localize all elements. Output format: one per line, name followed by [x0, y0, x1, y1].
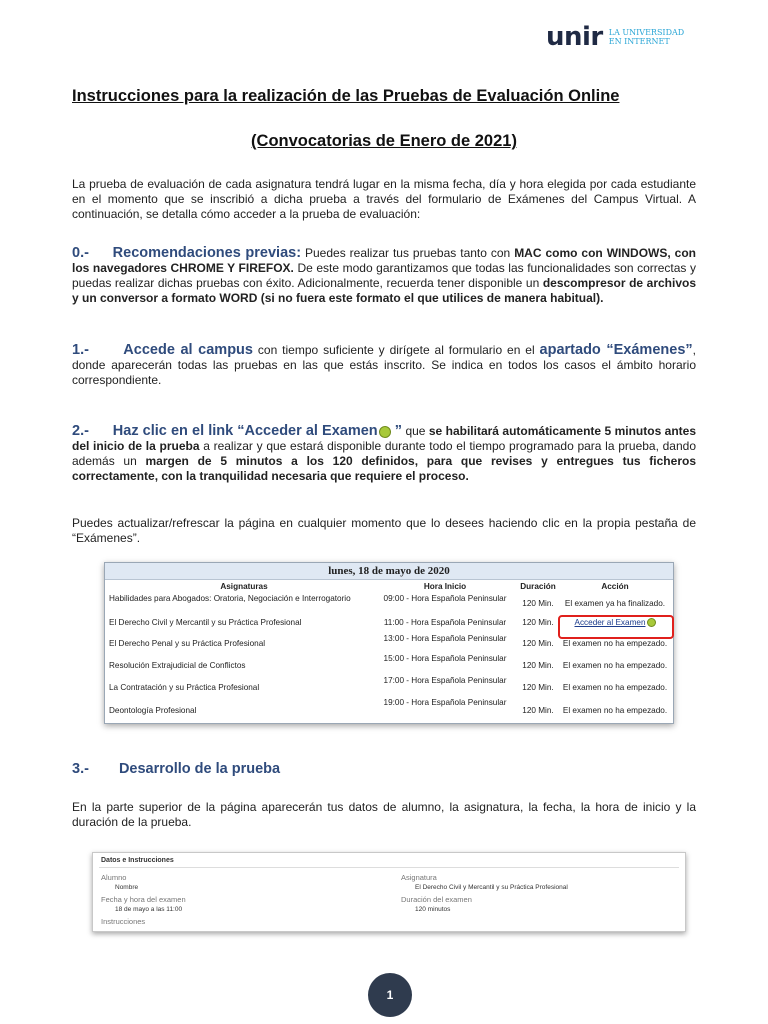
section-0-heading: Recomendaciones previas:	[112, 245, 302, 261]
section-3-heading: Desarrollo de la prueba	[118, 761, 281, 777]
section-0-text-2: De este modo garantizamos que todas las funcionalidades son correctas y puedas realizar dichas pruebas con éxito. Adicionalmente, recuerda tener disponible un	[72, 261, 696, 290]
section-1-number: 1.-	[72, 342, 89, 358]
row-subject: Resolución Extrajudicial de Conflictos	[109, 661, 246, 670]
section-1	[72, 343, 696, 388]
row-subject: Habilidades para Abogados: Oratoria, Negociación e Interrogatorio	[109, 594, 351, 603]
unir-logo	[546, 22, 684, 52]
row-subject: Deontología Profesional	[109, 706, 197, 715]
row-subject: La Contratación y su Práctica Profesional	[109, 683, 260, 692]
section-1-text-2: , donde aparecerán todas las pruebas en las que estás inscrito. Se indica en todos los casos el ámbito horario correspondiente.	[72, 343, 696, 387]
row-action: El examen no ha empezado.	[562, 661, 668, 670]
row-action: El examen no ha empezado.	[562, 706, 668, 715]
page-number: 1	[368, 973, 412, 1017]
row-duration: 120 Min.	[522, 618, 554, 627]
section-2-number: 2.-	[72, 423, 89, 439]
duracion-value: 120 minutos	[415, 906, 451, 913]
section-0	[72, 246, 696, 306]
col-asignaturas: Asignaturas	[220, 582, 268, 591]
row-start: 17:00 - Hora Española Peninsular	[383, 676, 507, 685]
row-start: 09:00 - Hora Española Peninsular	[383, 594, 507, 603]
row-start: 15:00 - Hora Española Peninsular	[383, 654, 507, 663]
row-start: 11:00 - Hora Española Peninsular	[383, 618, 507, 627]
logo-tagline-2: EN INTERNET	[608, 37, 670, 46]
exam-schedule-table	[104, 562, 674, 724]
document-subtitle: (Convocatorias de Enero de 2021)	[251, 132, 517, 150]
asignatura-label: Asignatura	[401, 873, 437, 882]
row-start: 19:00 - Hora Española Peninsular	[383, 698, 507, 707]
section-0-number: 0.-	[72, 245, 89, 261]
alumno-label: Alumno	[101, 873, 127, 882]
logo-tagline	[609, 28, 684, 46]
play-icon	[379, 426, 391, 438]
acceder-link-text[interactable]: Acceder al Examen	[574, 618, 646, 627]
logo-tagline-1: LA UNIVERSIDAD	[608, 28, 685, 37]
row-start: 13:00 - Hora Española Peninsular	[383, 634, 507, 643]
fecha-label: Fecha y hora del examen	[101, 895, 186, 904]
section-3-text: En la parte superior de la página aparecerán tus datos de alumno, la asignatura, la fecha, la hora de inicio y la duración de la prueba.	[72, 800, 696, 829]
datos-header: Datos e Instrucciones	[101, 857, 174, 864]
schedule-date: lunes, 18 de mayo de 2020	[105, 563, 673, 580]
instrucciones-label: Instrucciones	[101, 917, 146, 926]
section-2-heading: Haz clic en el link “Acceder al Examen	[112, 423, 378, 439]
section-2-text-1: que	[402, 424, 429, 438]
row-action: El examen no ha empezado.	[562, 639, 668, 648]
row-duration: 120 Min.	[522, 683, 554, 692]
section-0-bold-1: MAC como con WINDOWS, con los navegadores CHROME Y FIREFOX.	[72, 246, 696, 275]
row-subject: El Derecho Penal y su Práctica Profesional	[109, 639, 266, 648]
section-1-heading-2: apartado “Exámenes”	[539, 342, 693, 358]
highlight-box	[558, 615, 674, 639]
row-duration: 120 Min.	[522, 639, 554, 648]
table-row	[105, 674, 673, 694]
table-row	[105, 594, 673, 614]
row-action: El examen no ha empezado.	[562, 683, 668, 692]
row-subject: El Derecho Civil y Mercantil y su Práctica Profesional	[109, 618, 302, 627]
logo-word: unir	[546, 22, 603, 52]
duracion-label: Duración del examen	[401, 895, 472, 904]
section-0-text-1: Puedes realizar tus pruebas tanto con	[301, 246, 515, 260]
fecha-value: 18 de mayo a las 11:00	[115, 906, 183, 913]
document-title: Instrucciones para la realización de las Pruebas de Evaluación Online	[72, 87, 620, 105]
table-row	[105, 654, 673, 674]
section-2-text-2: a realizar y que estará disponible durante todo el tiempo programado para la prueba, dando además un	[72, 439, 696, 468]
section-0-bold-2: descompresor de archivos y un conversor a formato WORD (si no fuera este formato el que utilices de manera habitual).	[72, 276, 696, 305]
divider	[99, 867, 679, 868]
section-2-bold-2: margen de 5 minutos a los 120 definidos, para que revises y entregues tus ficheros correctamente, con la tranquilidad necesaria que requiere el proceso.	[72, 454, 696, 483]
col-duracion: Duración	[520, 582, 556, 591]
intro-paragraph: La prueba de evaluación de cada asignatura tendrá lugar en la misma fecha, día y hora elegida por cada estudiante en el momento que se inscribió a dicha prueba a través del formulario de Exámenes del Campus Virtual. A continuación, se detalla cómo acceder a la prueba de evaluación:	[72, 177, 696, 221]
section-1-heading: Accede al campus	[123, 342, 253, 358]
section-3	[72, 762, 696, 777]
col-accion: Acción	[601, 582, 629, 591]
section-2	[72, 424, 696, 484]
table-row	[105, 694, 673, 714]
datos-instrucciones-panel	[92, 852, 686, 932]
row-duration: 120 Min.	[522, 661, 554, 670]
schedule-header-row	[105, 580, 673, 594]
asignatura-value: El Derecho Civil y Mercantil y su Práctica Profesional	[415, 884, 568, 891]
section-2-heading-end: ”	[390, 423, 403, 439]
row-duration: 120 Min.	[522, 706, 554, 715]
alumno-value: Nombre	[115, 884, 139, 891]
refresh-paragraph: Puedes actualizar/refrescar la página en cualquier momento que lo desees haciendo clic en la propia pestaña de “Exámenes”.	[72, 516, 696, 545]
col-hora-inicio: Hora Inicio	[423, 582, 467, 591]
section-1-text-1: con tiempo suficiente y dirígete al formulario en el	[252, 343, 540, 357]
row-action: El examen ya ha finalizado.	[564, 599, 666, 608]
section-2-bold-1: se habilitará automáticamente 5 minutos antes del inicio de la prueba	[72, 424, 696, 453]
section-3-number: 3.-	[72, 761, 89, 777]
row-duration: 120 Min.	[522, 599, 554, 608]
